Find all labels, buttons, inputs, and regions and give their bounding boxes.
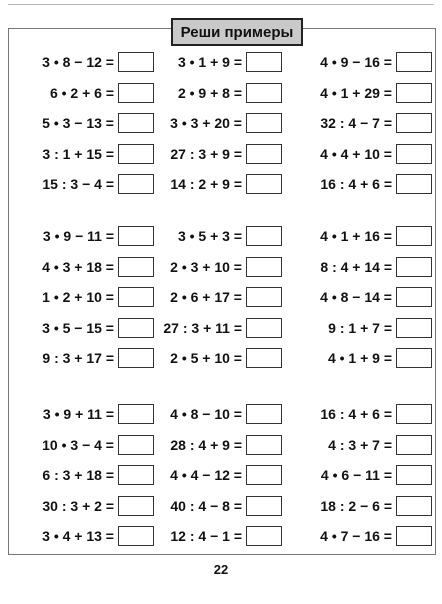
exercise-row [0, 316, 442, 340]
exercise [150, 494, 282, 518]
exercise-expression: 27 : 3 + 11 = [163, 320, 242, 336]
exercise-expression: 4 • 4 + 10 = [320, 146, 392, 162]
top-rule [8, 4, 434, 5]
exercise-expression: 1 • 2 + 10 = [42, 289, 114, 305]
answer-box[interactable] [246, 113, 282, 133]
answer-box[interactable] [246, 318, 282, 338]
answer-box[interactable] [396, 435, 432, 455]
exercise-expression: 3 • 8 − 12 = [42, 54, 114, 70]
exercise [6, 142, 154, 166]
answer-box[interactable] [118, 287, 154, 307]
exercise-expression: 3 • 5 − 15 = [42, 320, 114, 336]
answer-box[interactable] [246, 348, 282, 368]
exercise-row [0, 346, 442, 370]
answer-box[interactable] [396, 226, 432, 246]
exercise-expression: 15 : 3 − 4 = [42, 176, 114, 192]
exercise-expression: 27 : 3 + 9 = [170, 146, 242, 162]
exercise-row [0, 81, 442, 105]
exercise-row [0, 142, 442, 166]
answer-box[interactable] [118, 465, 154, 485]
answer-box[interactable] [246, 404, 282, 424]
exercise [6, 81, 154, 105]
answer-box[interactable] [396, 465, 432, 485]
answer-box[interactable] [246, 465, 282, 485]
answer-box[interactable] [118, 348, 154, 368]
exercise [290, 224, 432, 248]
exercise [150, 524, 282, 548]
exercise [6, 50, 154, 74]
answer-box[interactable] [246, 226, 282, 246]
exercise [290, 494, 432, 518]
exercise [290, 285, 432, 309]
exercise-row [0, 494, 442, 518]
exercise [150, 346, 282, 370]
exercise-row [0, 50, 442, 74]
exercise [6, 402, 154, 426]
answer-box[interactable] [396, 287, 432, 307]
exercise-row [0, 433, 442, 457]
exercise [6, 255, 154, 279]
exercise-expression: 5 • 3 − 13 = [42, 115, 114, 131]
exercise-expression: 2 • 5 + 10 = [170, 350, 242, 366]
exercise [6, 346, 154, 370]
exercise [6, 172, 154, 196]
exercise [150, 433, 282, 457]
exercise-expression: 4 • 7 − 16 = [320, 528, 392, 544]
exercise-expression: 3 • 4 + 13 = [42, 528, 114, 544]
answer-box[interactable] [396, 144, 432, 164]
exercise [290, 111, 432, 135]
answer-box[interactable] [118, 404, 154, 424]
exercise-expression: 4 • 8 − 10 = [170, 406, 242, 422]
answer-box[interactable] [118, 174, 154, 194]
exercise-expression: 30 : 3 + 2 = [42, 498, 114, 514]
exercise-row [0, 524, 442, 548]
exercise-expression: 4 • 8 − 14 = [320, 289, 392, 305]
exercise-expression: 3 • 9 − 11 = [42, 228, 114, 244]
answer-box[interactable] [118, 83, 154, 103]
exercise [290, 255, 432, 279]
page-number: 22 [213, 562, 229, 577]
exercise [150, 50, 282, 74]
exercise-expression: 3 • 3 + 20 = [170, 115, 242, 131]
answer-box[interactable] [118, 257, 154, 277]
exercise-expression: 2 • 3 + 10 = [170, 259, 242, 275]
exercise-expression: 10 • 3 − 4 = [42, 437, 114, 453]
exercise-row [0, 224, 442, 248]
exercise-expression: 4 : 3 + 7 = [328, 437, 392, 453]
exercise [290, 142, 432, 166]
answer-box[interactable] [396, 404, 432, 424]
exercise-expression: 18 : 2 − 6 = [320, 498, 392, 514]
exercise-expression: 3 : 1 + 15 = [42, 146, 114, 162]
exercise-expression: 4 • 3 + 18 = [42, 259, 114, 275]
exercise-row [0, 463, 442, 487]
exercise-expression: 4 • 1 + 29 = [320, 85, 392, 101]
exercise [150, 316, 282, 340]
exercise-expression: 14 : 2 + 9 = [170, 176, 242, 192]
exercise [6, 494, 154, 518]
answer-box[interactable] [396, 348, 432, 368]
exercise-expression: 2 • 6 + 17 = [170, 289, 242, 305]
exercise-row [0, 172, 442, 196]
answer-box[interactable] [396, 526, 432, 546]
exercise [290, 433, 432, 457]
exercise [290, 316, 432, 340]
exercise-expression: 4 • 6 − 11 = [320, 467, 392, 483]
answer-box[interactable] [246, 257, 282, 277]
exercise [290, 402, 432, 426]
exercise [150, 81, 282, 105]
exercise-row [0, 255, 442, 279]
exercise-expression: 9 : 3 + 17 = [42, 350, 114, 366]
exercise-expression: 12 : 4 − 1 = [170, 528, 242, 544]
exercise-row [0, 402, 442, 426]
answer-box[interactable] [396, 318, 432, 338]
exercise [6, 463, 154, 487]
answer-box[interactable] [396, 496, 432, 516]
exercise-expression: 9 : 1 + 7 = [328, 320, 392, 336]
exercise [6, 111, 154, 135]
exercise-expression: 6 : 3 + 18 = [42, 467, 114, 483]
exercise [6, 524, 154, 548]
exercise [6, 285, 154, 309]
answer-box[interactable] [396, 174, 432, 194]
exercise [290, 463, 432, 487]
exercise-expression: 4 • 1 + 9 = [327, 350, 392, 366]
answer-box[interactable] [396, 257, 432, 277]
answer-box[interactable] [118, 52, 154, 72]
answer-box[interactable] [118, 435, 154, 455]
answer-box[interactable] [246, 174, 282, 194]
exercise-expression: 16 : 4 + 6 = [320, 176, 392, 192]
exercise [150, 224, 282, 248]
exercise-expression: 3 • 9 + 11 = [42, 406, 114, 422]
answer-box[interactable] [246, 526, 282, 546]
exercise [150, 111, 282, 135]
exercise [150, 402, 282, 426]
answer-box[interactable] [118, 113, 154, 133]
answer-box[interactable] [246, 435, 282, 455]
exercise-expression: 3 • 5 + 3 = [177, 228, 242, 244]
answer-box[interactable] [118, 496, 154, 516]
answer-box[interactable] [118, 144, 154, 164]
exercise [150, 255, 282, 279]
exercise [150, 142, 282, 166]
answer-box[interactable] [246, 287, 282, 307]
exercise [150, 172, 282, 196]
exercise [150, 285, 282, 309]
answer-box[interactable] [246, 496, 282, 516]
answer-box[interactable] [246, 52, 282, 72]
exercise-row [0, 285, 442, 309]
answer-box[interactable] [118, 318, 154, 338]
answer-box[interactable] [246, 83, 282, 103]
answer-box[interactable] [246, 144, 282, 164]
exercise [6, 433, 154, 457]
exercise-expression: 28 : 4 + 9 = [170, 437, 242, 453]
exercise-row [0, 111, 442, 135]
exercise [290, 524, 432, 548]
answer-box[interactable] [118, 226, 154, 246]
exercise-expression: 4 • 9 − 16 = [320, 54, 392, 70]
exercise-expression: 2 • 9 + 8 = [177, 85, 242, 101]
exercise [6, 316, 154, 340]
exercise [150, 463, 282, 487]
exercise [290, 50, 432, 74]
exercise-expression: 16 : 4 + 6 = [320, 406, 392, 422]
exercise-expression: 6 • 2 + 6 = [49, 85, 114, 101]
exercise-expression: 8 : 4 + 14 = [320, 259, 392, 275]
exercise-expression: 32 : 4 − 7 = [320, 115, 392, 131]
exercise [290, 172, 432, 196]
exercise [6, 224, 154, 248]
exercise-expression: 3 • 1 + 9 = [177, 54, 242, 70]
exercise [290, 346, 432, 370]
exercise-expression: 40 : 4 − 8 = [170, 498, 242, 514]
exercise-expression: 4 • 1 + 16 = [320, 228, 392, 244]
answer-box[interactable] [396, 113, 432, 133]
exercise-expression: 4 • 4 − 12 = [170, 467, 242, 483]
worksheet-title: Реши примеры [171, 18, 303, 46]
answer-box[interactable] [396, 83, 432, 103]
answer-box[interactable] [118, 526, 154, 546]
answer-box[interactable] [396, 52, 432, 72]
exercise [290, 81, 432, 105]
